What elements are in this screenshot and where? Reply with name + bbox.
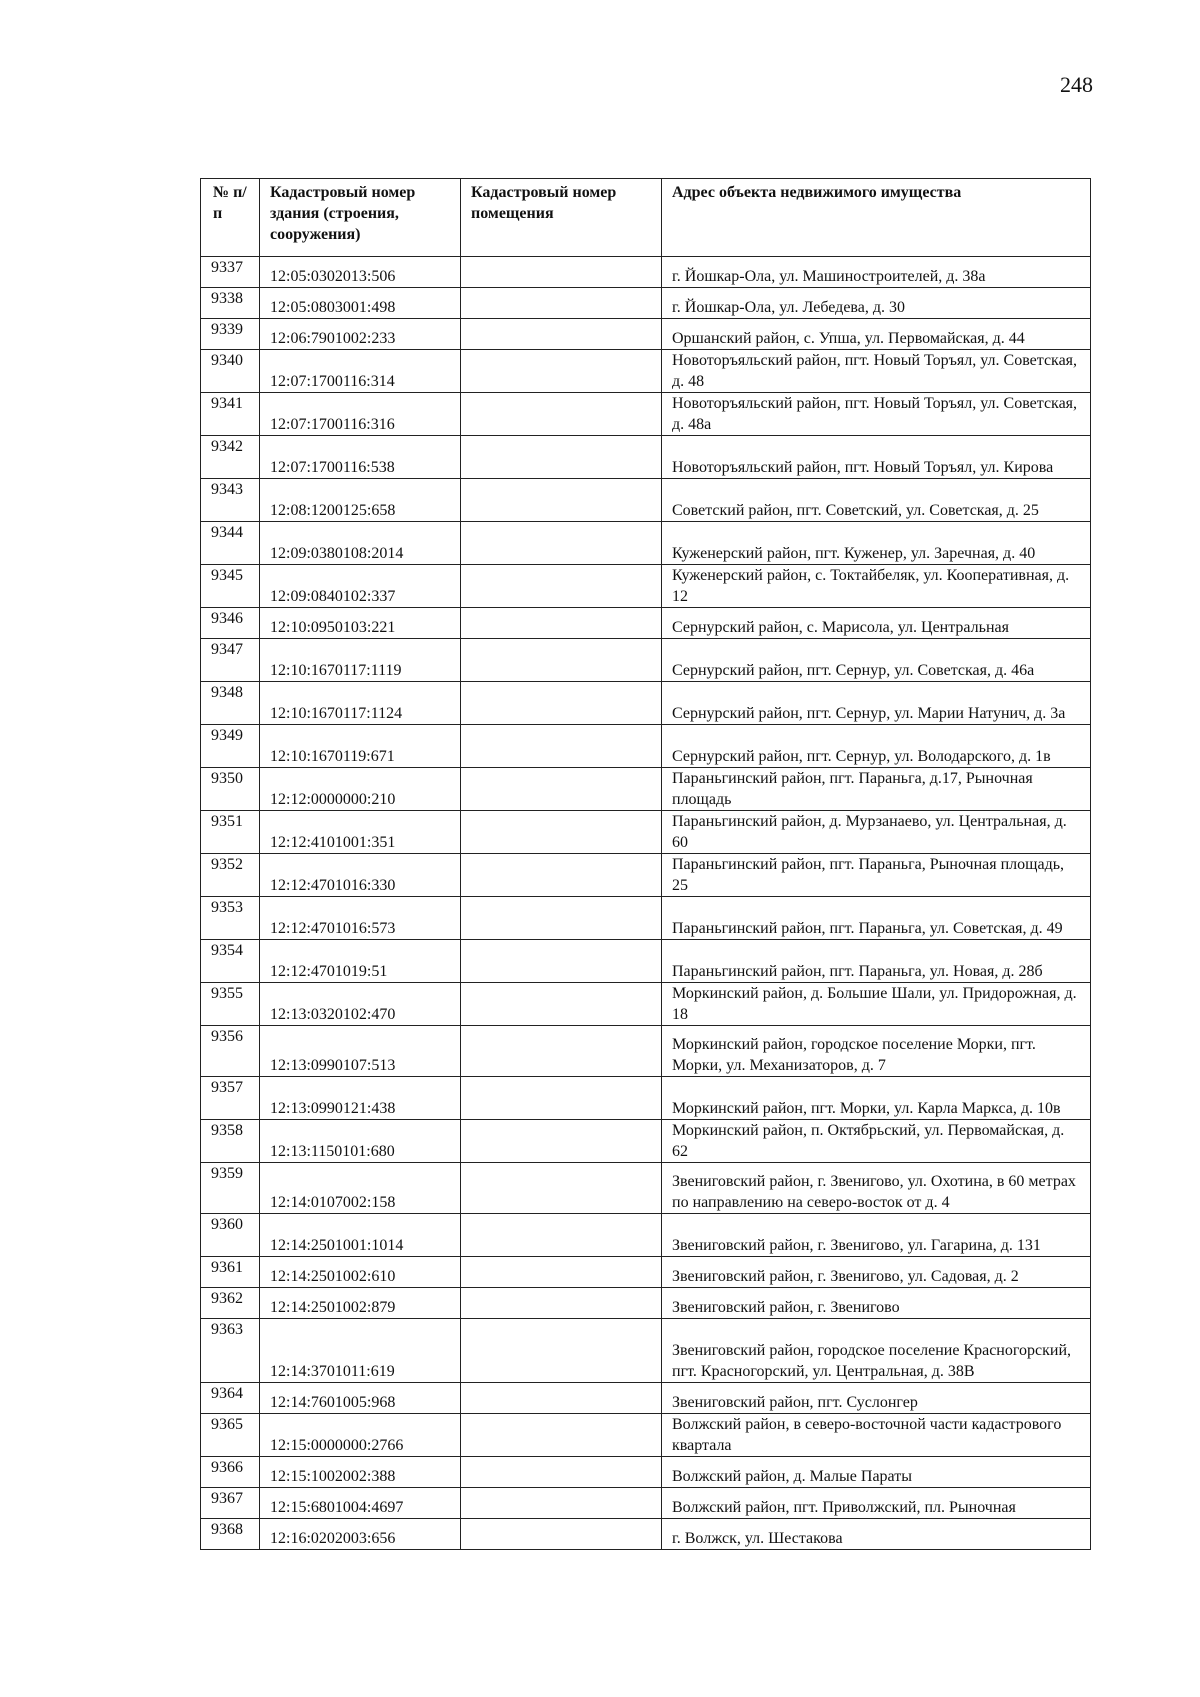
- room-cadastral-number: [461, 811, 662, 854]
- room-cadastral-number: [461, 1457, 662, 1488]
- table-row: [201, 350, 1091, 393]
- property-address: Звениговский район, г. Звенигово, ул. Садовая, д. 2: [662, 1257, 1091, 1288]
- table-row: [201, 682, 1091, 725]
- row-number: 9348: [201, 682, 260, 725]
- header-room-cadastral: Кадастровый номер помещения: [461, 179, 662, 257]
- header-number: № п/п: [201, 179, 260, 257]
- property-address: Звениговский район, г. Звенигово: [662, 1288, 1091, 1319]
- property-address: Сернурский район, пгт. Сернур, ул. Марии Натунич, д. 3а: [662, 682, 1091, 725]
- building-cadastral-number: 12:12:4101001:351: [260, 811, 461, 854]
- room-cadastral-number: [461, 940, 662, 983]
- row-number: 9352: [201, 854, 260, 897]
- building-cadastral-number: 12:12:0000000:210: [260, 768, 461, 811]
- property-address: Звениговский район, г. Звенигово, ул. Гагарина, д. 131: [662, 1214, 1091, 1257]
- table-body: [201, 257, 1091, 1550]
- building-cadastral-number: 12:16:0202003:656: [260, 1519, 461, 1550]
- property-table: [200, 178, 1091, 1550]
- building-cadastral-number: 12:06:7901002:233: [260, 319, 461, 350]
- row-number: 9354: [201, 940, 260, 983]
- room-cadastral-number: [461, 565, 662, 608]
- property-address: Моркинский район, пгт. Морки, ул. Карла Маркса, д. 10в: [662, 1077, 1091, 1120]
- room-cadastral-number: [461, 257, 662, 288]
- room-cadastral-number: [461, 854, 662, 897]
- row-number: 9349: [201, 725, 260, 768]
- room-cadastral-number: [461, 682, 662, 725]
- room-cadastral-number: [461, 1120, 662, 1163]
- table-row: [201, 319, 1091, 350]
- row-number: 9364: [201, 1383, 260, 1414]
- building-cadastral-number: 12:15:1002002:388: [260, 1457, 461, 1488]
- row-number: 9365: [201, 1414, 260, 1457]
- table-row: [201, 983, 1091, 1026]
- building-cadastral-number: 12:07:1700116:314: [260, 350, 461, 393]
- building-cadastral-number: 12:13:0320102:470: [260, 983, 461, 1026]
- table-header-row: [201, 179, 1091, 257]
- room-cadastral-number: [461, 1163, 662, 1214]
- building-cadastral-number: 12:14:3701011:619: [260, 1319, 461, 1383]
- table-row: [201, 565, 1091, 608]
- property-address: Моркинский район, городское поселение Морки, пгт. Морки, ул. Механизаторов, д. 7: [662, 1026, 1091, 1077]
- building-cadastral-number: 12:14:2501002:879: [260, 1288, 461, 1319]
- table-row: [201, 897, 1091, 940]
- room-cadastral-number: [461, 1077, 662, 1120]
- table-row: [201, 1519, 1091, 1550]
- building-cadastral-number: 12:13:0990121:438: [260, 1077, 461, 1120]
- property-address: Новоторъяльский район, пгт. Новый Торъял, ул. Кирова: [662, 436, 1091, 479]
- building-cadastral-number: 12:07:1700116:538: [260, 436, 461, 479]
- property-address: Куженерский район, с. Токтайбеляк, ул. Кооперативная, д. 12: [662, 565, 1091, 608]
- row-number: 9367: [201, 1488, 260, 1519]
- building-cadastral-number: 12:09:0380108:2014: [260, 522, 461, 565]
- building-cadastral-number: 12:14:7601005:968: [260, 1383, 461, 1414]
- property-address: Куженерский район, пгт. Куженер, ул. Заречная, д. 40: [662, 522, 1091, 565]
- room-cadastral-number: [461, 608, 662, 639]
- property-address: Сернурский район, с. Марисола, ул. Центральная: [662, 608, 1091, 639]
- page-number: 248: [1060, 72, 1093, 97]
- table-row: [201, 436, 1091, 479]
- building-cadastral-number: 12:15:0000000:2766: [260, 1414, 461, 1457]
- row-number: 9341: [201, 393, 260, 436]
- row-number: 9342: [201, 436, 260, 479]
- row-number: 9347: [201, 639, 260, 682]
- row-number: 9357: [201, 1077, 260, 1120]
- table-row: [201, 288, 1091, 319]
- row-number: 9345: [201, 565, 260, 608]
- building-cadastral-number: 12:12:4701016:330: [260, 854, 461, 897]
- table-row: [201, 1288, 1091, 1319]
- property-address: г. Волжск, ул. Шестакова: [662, 1519, 1091, 1550]
- row-number: 9340: [201, 350, 260, 393]
- building-cadastral-number: 12:15:6801004:4697: [260, 1488, 461, 1519]
- header-building-cadastral: Кадастровый номер здания (строения, сооружения): [260, 179, 461, 257]
- room-cadastral-number: [461, 1414, 662, 1457]
- room-cadastral-number: [461, 897, 662, 940]
- table-row: [201, 1163, 1091, 1214]
- row-number: 9346: [201, 608, 260, 639]
- room-cadastral-number: [461, 288, 662, 319]
- property-address: Звениговский район, городское поселение Красногорский, пгт. Красногорский, ул. Центральная, д. 38В: [662, 1319, 1091, 1383]
- table-row: [201, 1120, 1091, 1163]
- property-address: Моркинский район, д. Большие Шали, ул. Придорожная, д. 18: [662, 983, 1091, 1026]
- row-number: 9359: [201, 1163, 260, 1214]
- property-address: Новоторъяльский район, пгт. Новый Торъял, ул. Советская, д. 48: [662, 350, 1091, 393]
- table-row: [201, 522, 1091, 565]
- room-cadastral-number: [461, 479, 662, 522]
- building-cadastral-number: 12:05:0803001:498: [260, 288, 461, 319]
- room-cadastral-number: [461, 436, 662, 479]
- table-row: [201, 1077, 1091, 1120]
- room-cadastral-number: [461, 1488, 662, 1519]
- building-cadastral-number: 12:12:4701016:573: [260, 897, 461, 940]
- property-address: Звениговский район, пгт. Суслонгер: [662, 1383, 1091, 1414]
- building-cadastral-number: 12:14:2501002:610: [260, 1257, 461, 1288]
- row-number: 9356: [201, 1026, 260, 1077]
- building-cadastral-number: 12:10:1670117:1119: [260, 639, 461, 682]
- row-number: 9361: [201, 1257, 260, 1288]
- room-cadastral-number: [461, 1026, 662, 1077]
- property-address: Новоторъяльский район, пгт. Новый Торъял, ул. Советская, д. 48а: [662, 393, 1091, 436]
- room-cadastral-number: [461, 1288, 662, 1319]
- table-row: [201, 811, 1091, 854]
- row-number: 9338: [201, 288, 260, 319]
- row-number: 9368: [201, 1519, 260, 1550]
- row-number: 9339: [201, 319, 260, 350]
- row-number: 9360: [201, 1214, 260, 1257]
- row-number: 9362: [201, 1288, 260, 1319]
- row-number: 9366: [201, 1457, 260, 1488]
- room-cadastral-number: [461, 983, 662, 1026]
- property-address: г. Йошкар-Ола, ул. Лебедева, д. 30: [662, 288, 1091, 319]
- property-address: г. Йошкар-Ола, ул. Машиностроителей, д. 38а: [662, 257, 1091, 288]
- header-address: Адрес объекта недвижимого имущества: [662, 179, 1091, 257]
- table-row: [201, 1488, 1091, 1519]
- room-cadastral-number: [461, 1257, 662, 1288]
- building-cadastral-number: 12:13:1150101:680: [260, 1120, 461, 1163]
- room-cadastral-number: [461, 768, 662, 811]
- room-cadastral-number: [461, 522, 662, 565]
- room-cadastral-number: [461, 1519, 662, 1550]
- row-number: 9343: [201, 479, 260, 522]
- building-cadastral-number: 12:14:0107002:158: [260, 1163, 461, 1214]
- row-number: 9353: [201, 897, 260, 940]
- table-row: [201, 393, 1091, 436]
- property-address: Советский район, пгт. Советский, ул. Советская, д. 25: [662, 479, 1091, 522]
- property-address: Оршанский район, с. Упша, ул. Первомайская, д. 44: [662, 319, 1091, 350]
- row-number: 9337: [201, 257, 260, 288]
- building-cadastral-number: 12:07:1700116:316: [260, 393, 461, 436]
- room-cadastral-number: [461, 725, 662, 768]
- property-address: Параньгинский район, пгт. Параньга, д.17, Рыночная площадь: [662, 768, 1091, 811]
- row-number: 9355: [201, 983, 260, 1026]
- table-row: [201, 1319, 1091, 1383]
- building-cadastral-number: 12:12:4701019:51: [260, 940, 461, 983]
- room-cadastral-number: [461, 1319, 662, 1383]
- building-cadastral-number: 12:05:0302013:506: [260, 257, 461, 288]
- row-number: 9358: [201, 1120, 260, 1163]
- table-row: [201, 854, 1091, 897]
- room-cadastral-number: [461, 639, 662, 682]
- table-row: [201, 479, 1091, 522]
- property-address: Параньгинский район, пгт. Параньга, Рыночная площадь, 25: [662, 854, 1091, 897]
- property-address: Волжский район, д. Малые Параты: [662, 1457, 1091, 1488]
- building-cadastral-number: 12:10:1670119:671: [260, 725, 461, 768]
- table-row: [201, 1414, 1091, 1457]
- room-cadastral-number: [461, 393, 662, 436]
- property-address: Параньгинский район, пгт. Параньга, ул. Советская, д. 49: [662, 897, 1091, 940]
- building-cadastral-number: 12:08:1200125:658: [260, 479, 461, 522]
- room-cadastral-number: [461, 1214, 662, 1257]
- property-address: Сернурский район, пгт. Сернур, ул. Советская, д. 46а: [662, 639, 1091, 682]
- table-row: [201, 1383, 1091, 1414]
- table-row: [201, 1026, 1091, 1077]
- row-number: 9350: [201, 768, 260, 811]
- property-address: Волжский район, пгт. Приволжский, пл. Рыночная: [662, 1488, 1091, 1519]
- table-row: [201, 1257, 1091, 1288]
- table-row: [201, 940, 1091, 983]
- table-row: [201, 257, 1091, 288]
- property-address: Параньгинский район, д. Мурзанаево, ул. Центральная, д. 60: [662, 811, 1091, 854]
- building-cadastral-number: 12:10:0950103:221: [260, 608, 461, 639]
- property-address: Параньгинский район, пгт. Параньга, ул. Новая, д. 28б: [662, 940, 1091, 983]
- row-number: 9363: [201, 1319, 260, 1383]
- property-address: Волжский район, в северо-восточной части кадастрового квартала: [662, 1414, 1091, 1457]
- property-address: Звениговский район, г. Звенигово, ул. Охотина, в 60 метрах по направлению на северо-восток от д. 4: [662, 1163, 1091, 1214]
- building-cadastral-number: 12:09:0840102:337: [260, 565, 461, 608]
- room-cadastral-number: [461, 350, 662, 393]
- building-cadastral-number: 12:10:1670117:1124: [260, 682, 461, 725]
- table-row: [201, 608, 1091, 639]
- row-number: 9351: [201, 811, 260, 854]
- building-cadastral-number: 12:14:2501001:1014: [260, 1214, 461, 1257]
- table-row: [201, 639, 1091, 682]
- table-row: [201, 725, 1091, 768]
- building-cadastral-number: 12:13:0990107:513: [260, 1026, 461, 1077]
- table-row: [201, 1457, 1091, 1488]
- table-row: [201, 1214, 1091, 1257]
- row-number: 9344: [201, 522, 260, 565]
- room-cadastral-number: [461, 319, 662, 350]
- room-cadastral-number: [461, 1383, 662, 1414]
- property-address: Сернурский район, пгт. Сернур, ул. Володарского, д. 1в: [662, 725, 1091, 768]
- property-address: Моркинский район, п. Октябрьский, ул. Первомайская, д. 62: [662, 1120, 1091, 1163]
- table-row: [201, 768, 1091, 811]
